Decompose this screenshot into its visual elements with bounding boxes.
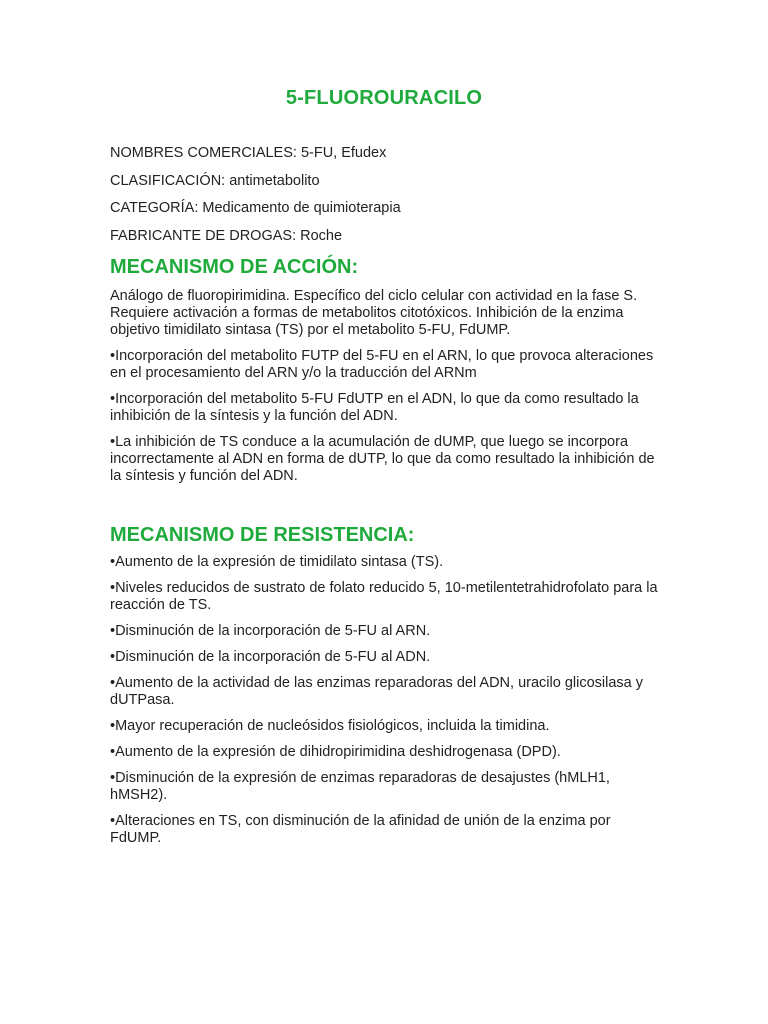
meta-manufacturer: FABRICANTE DE DROGAS: Roche — [110, 227, 343, 244]
resistance-bullet: • Aumento de la expresión de timidilato sintasa (TS). — [110, 554, 658, 571]
resistance-heading: MECANISMO DE RESISTENCIA: — [110, 524, 415, 546]
document-title: 5-FLUOROURACILO — [285, 87, 483, 109]
drug-metadata — [110, 145, 658, 245]
resistance-bullet: • Aumento de la expresión de dihidropirimidina deshidrogenasa (DPD). — [110, 744, 658, 761]
resistance-bullet: • Niveles reducidos de sustrato de folato reducido 5, 10-metilentetrahidrofolato para la reacción de TS. — [110, 580, 658, 614]
mechanism-intro: Análogo de fluoropirimidina. Específico del ciclo celular con actividad en la fase S. Requiere activación a formas de metabolitos citotóxicos. Inhibición de la enzima objetivo timidilato sintasa (TS) por el metabolito 5-FU, FdUMP. — [110, 288, 638, 338]
meta-trade-names: NOMBRES COMERCIALES: 5-FU, Efudex — [110, 145, 387, 161]
resistance-bullet: • Disminución de la incorporación de 5-FU al ARN. — [110, 623, 658, 640]
mechanism-bullet: • La inhibición de TS conduce a la acumulación de dUMP, que luego se incorpora incorrectamente al ADN en forma de dUTP, lo que da como resultado la inhibición de la síntesis y función del ADN. — [110, 434, 658, 485]
meta-classification: CLASIFICACIÓN: antimetabolito — [110, 172, 320, 189]
resistance-bullet: • Mayor recuperación de nucleósidos fisiológicos, incluida la timidina. — [110, 718, 658, 735]
mechanism-bullet: • Incorporación del metabolito 5-FU FdUTP en el ADN, lo que da como resultado la inhibición de la síntesis y la función del ADN. — [110, 391, 658, 425]
mechanism-heading: MECANISMO DE ACCIÓN: — [110, 256, 359, 278]
resistance-bullet: • Disminución de la incorporación de 5-FU al ADN. — [110, 649, 658, 666]
meta-category: CATEGORÍA: Medicamento de quimioterapia — [110, 200, 401, 216]
resistance-bullet: • Alteraciones en TS, con disminución de la afinidad de unión de la enzima por FdUMP. — [110, 813, 658, 847]
resistance-bullet: • Aumento de la actividad de las enzimas reparadoras del ADN, uracilo glicosilasa y dUTPasa. — [110, 675, 658, 709]
mechanism-bullet: • Incorporación del metabolito FUTP del 5-FU en el ARN, lo que provoca alteraciones en el procesamiento del ARN y/o la traducción del ARNm — [110, 348, 658, 382]
resistance-bullet: • Disminución de la expresión de enzimas reparadoras de desajustes (hMLH1, hMSH2). — [110, 770, 658, 804]
